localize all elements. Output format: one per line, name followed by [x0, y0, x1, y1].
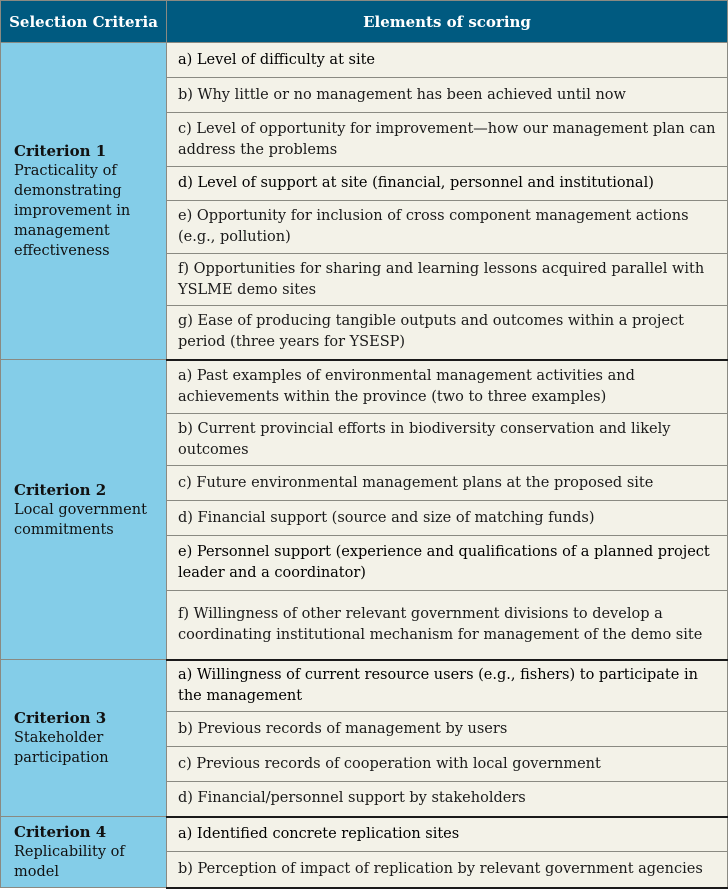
criterion-description: Replicability of model [14, 844, 125, 880]
criterion-title: Criterion 2 [14, 480, 107, 499]
criterion-description: Local government commitments [14, 501, 147, 538]
column-header-selection-criteria: Selection Criteria [1, 1, 167, 43]
table-row [1, 660, 728, 712]
criterion-title: Criterion 4 [14, 823, 107, 841]
scoring-element: a) Past examples of environmental management activities and achievements within the province (two to three examples) [167, 360, 728, 414]
scoring-element: e) Opportunity for inclusion of cross component management actions (e.g., pollution) [167, 201, 728, 254]
criterion-cell [1, 43, 167, 360]
header-row [1, 1, 728, 43]
scoring-element: d) Level of support at site (financial, personnel and institutional) [167, 167, 728, 201]
criterion-title: Criterion 3 [14, 709, 107, 727]
criterion-description: Practicality of demonstrating improvement in management effectiveness [14, 163, 131, 259]
criterion-cell [1, 360, 167, 660]
scoring-element: b) Current provincial efforts in biodiversity conservation and likely outcomes [167, 414, 728, 466]
scoring-element: a) Level of difficulty at site [167, 43, 728, 78]
scoring-element: b) Why little or no management has been achieved until now [167, 78, 728, 113]
scoring-element: b) Previous records of management by users [167, 712, 728, 747]
scoring-element: a) Identified concrete replication sites [167, 817, 728, 852]
scoring-element: a) Willingness of current resource users (e.g., fishers) to participate in the management [167, 660, 728, 712]
column-header-elements-of-scoring: Elements of scoring [167, 1, 728, 43]
table-row [1, 817, 728, 852]
scoring-element: f) Willingness of other relevant government divisions to develop a coordinating institutional mechanism for management of the demo site [167, 591, 728, 660]
scoring-element: f) Opportunities for sharing and learning lessons acquired parallel with YSLME demo sites [167, 254, 728, 306]
scoring-element: c) Future environmental management plans at the proposed site [167, 466, 728, 501]
criterion-cell [1, 817, 167, 888]
scoring-element: d) Financial/personnel support by stakeholders [167, 782, 728, 817]
table-row [1, 43, 728, 78]
scoring-element: c) Previous records of cooperation with local government [167, 747, 728, 782]
scoring-element: b) Perception of impact of replication by relevant government agencies [167, 852, 728, 888]
criterion-cell [1, 660, 167, 817]
scoring-element: c) Level of opportunity for improvement—how our management plan can address the problems [167, 113, 728, 167]
table-row [1, 360, 728, 414]
criterion-title: Criterion 1 [14, 142, 107, 160]
scoring-element: d) Financial support (source and size of matching funds) [167, 501, 728, 536]
criterion-description: Stakeholder participation [14, 730, 109, 766]
scoring-element: e) Personnel support (experience and qualifications of a planned project leader and a coordinator) [167, 536, 728, 591]
scoring-element: g) Ease of producing tangible outputs and outcomes within a project period (three years for YSESP) [167, 306, 728, 360]
